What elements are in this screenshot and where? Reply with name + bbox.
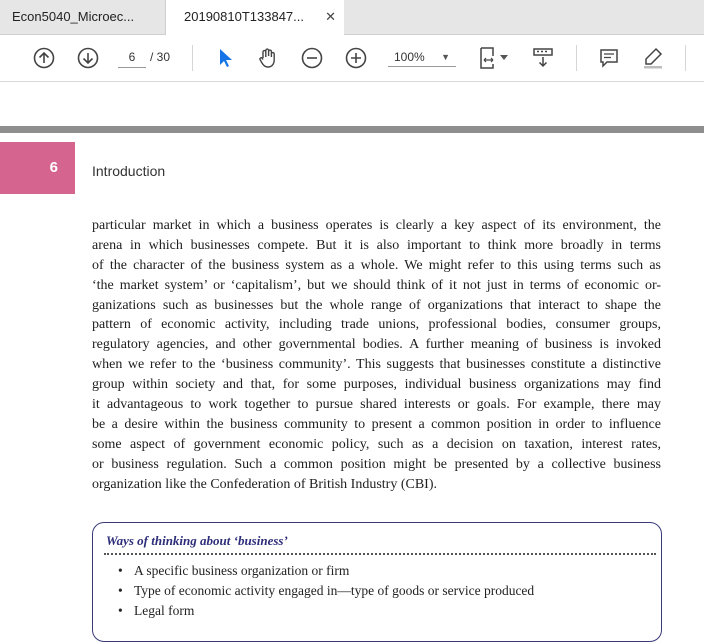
close-icon[interactable]: ✕ bbox=[325, 9, 336, 24]
text-line: organization like the Confederation of British Industry (CBI). bbox=[92, 476, 438, 492]
tab-label: Econ5040_Microec... bbox=[12, 9, 135, 24]
tab-document-2[interactable] bbox=[166, 0, 344, 35]
page-total: / 30 bbox=[150, 50, 171, 64]
prev-page-icon[interactable] bbox=[31, 45, 57, 71]
list-item: • Type of economic activity engaged in—type of goods or service produced bbox=[118, 581, 534, 601]
text-line: it advantageous to work together to pursue shared interests or goals. For example, there may bbox=[92, 397, 661, 413]
highlight-icon[interactable] bbox=[640, 45, 666, 71]
page-number-input[interactable]: 6 bbox=[118, 47, 146, 68]
tab-document-1[interactable] bbox=[0, 0, 166, 34]
chevron-down-icon: ▼ bbox=[441, 52, 450, 62]
callout-list bbox=[118, 561, 534, 621]
list-item: • A specific business organization or firm bbox=[118, 561, 534, 581]
text-line: be a desire within the business community to present a common position in order to influence bbox=[92, 416, 661, 432]
dotted-divider bbox=[104, 553, 656, 555]
callout-title: Ways of thinking about ‘business’ bbox=[106, 533, 288, 548]
toolbar-divider bbox=[192, 45, 193, 71]
text-line: when we refer to the ‘business community’. This suggests that businesses constitute a distinctive bbox=[92, 357, 661, 373]
body-paragraph bbox=[92, 216, 661, 494]
tab-bar bbox=[0, 0, 704, 35]
text-line: regulatory agencies, and other governmental bodies. A further meaning of business is invoked bbox=[92, 337, 661, 353]
next-page-icon[interactable] bbox=[75, 45, 101, 71]
comment-icon[interactable] bbox=[596, 45, 622, 71]
text-line: of the character of the business system as a whole. We might refer to this using terms such as bbox=[92, 257, 661, 273]
scroll-mode-icon[interactable] bbox=[530, 45, 556, 71]
zoom-in-icon[interactable] bbox=[343, 45, 369, 71]
text-line: some aspect of government economic policy, such as a decision on taxation, interest rates, bbox=[92, 436, 661, 452]
zoom-select[interactable] bbox=[388, 47, 456, 67]
zoom-out-icon[interactable] bbox=[299, 45, 325, 71]
text-line: particular market in which a business operates is clearly a key aspect of its environment, the bbox=[92, 218, 661, 233]
zoom-value: 100% bbox=[394, 50, 425, 64]
toolbar-divider bbox=[685, 45, 686, 71]
hand-tool-icon[interactable] bbox=[255, 45, 281, 71]
text-line: ganizations such as businesses but the whole range of organizations that interact to shape the bbox=[92, 297, 661, 313]
toolbar-divider bbox=[576, 45, 577, 71]
list-item: • Legal form bbox=[118, 601, 534, 621]
text-line: pattern of economic activity, including trade unions, professional bodies, consumer groups, bbox=[92, 317, 661, 333]
page-separator bbox=[0, 126, 704, 133]
text-line: ‘the market system’ or ‘capitalism’, but we should think of it not just in terms of economic or- bbox=[92, 277, 661, 293]
text-line: or business regulation. Such a common position might be presented by a collective business bbox=[92, 456, 661, 472]
page-top-area bbox=[0, 82, 704, 126]
text-line: group within society and that, for some purposes, individual business organizations may find bbox=[92, 377, 661, 393]
chevron-down-icon[interactable] bbox=[498, 45, 510, 71]
text-line: arena in which businesses compete. But it is also important to think more broadly in terms bbox=[92, 237, 661, 253]
tab-label: 20190810T133847... bbox=[184, 9, 304, 24]
page-number-tab: 6 bbox=[0, 142, 75, 194]
select-cursor-icon[interactable] bbox=[212, 45, 238, 71]
toolbar bbox=[0, 35, 704, 82]
running-head: Introduction bbox=[92, 163, 166, 179]
